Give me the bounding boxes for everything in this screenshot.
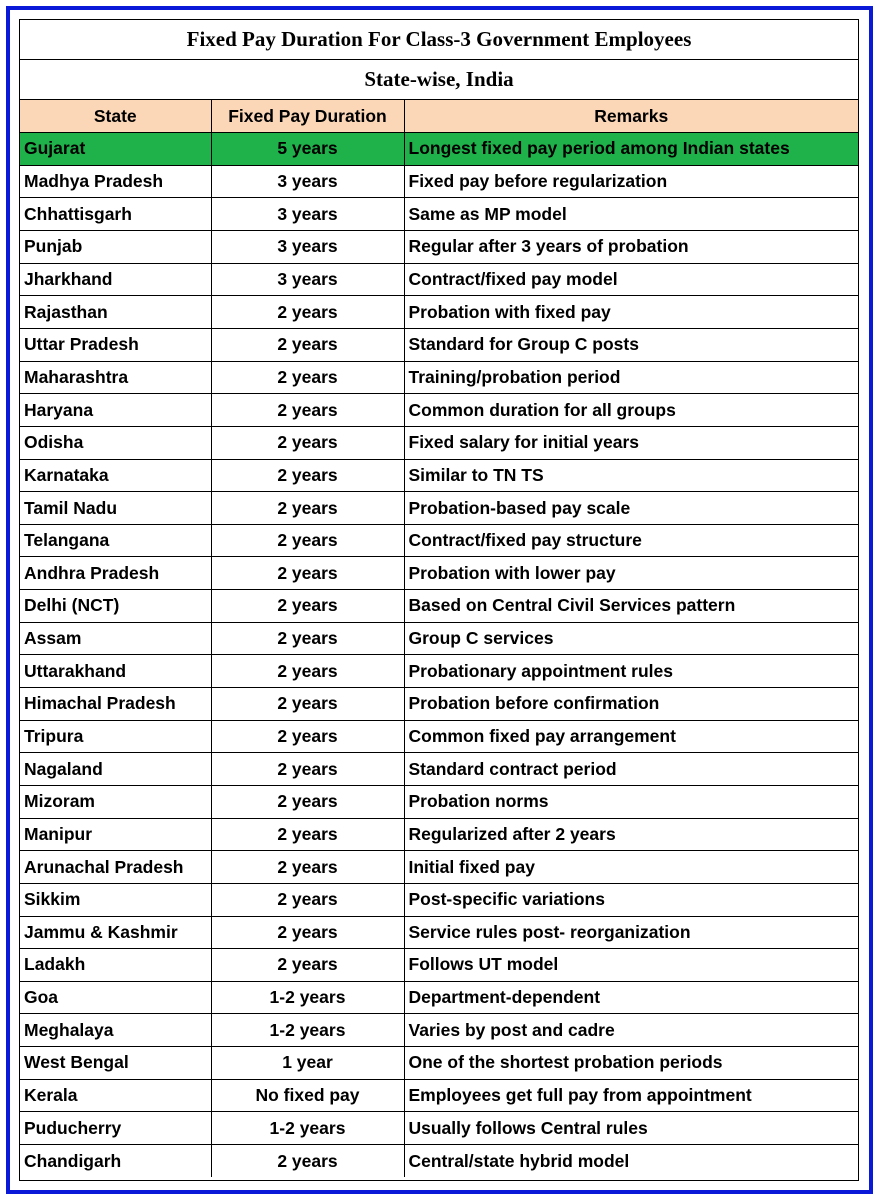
duration-cell: 2 years — [211, 655, 404, 688]
table-row — [20, 1079, 858, 1112]
table-row — [20, 883, 858, 916]
duration-cell: 2 years — [211, 394, 404, 427]
table-row — [20, 231, 858, 264]
table-row — [20, 198, 858, 231]
table-row — [20, 753, 858, 786]
state-cell: Gujarat — [20, 133, 211, 166]
table-row — [20, 394, 858, 427]
state-cell: Punjab — [20, 231, 211, 264]
state-cell: Maharashtra — [20, 361, 211, 394]
duration-cell: 2 years — [211, 459, 404, 492]
table-row — [20, 785, 858, 818]
table-row — [20, 851, 858, 884]
duration-cell: 2 years — [211, 1145, 404, 1178]
remarks-cell: Initial fixed pay — [404, 851, 858, 884]
remarks-cell: Standard contract period — [404, 753, 858, 786]
remarks-cell: Contract/fixed pay model — [404, 263, 858, 296]
state-cell: Ladakh — [20, 949, 211, 982]
remarks-cell: Group C services — [404, 622, 858, 655]
state-cell: Andhra Pradesh — [20, 557, 211, 590]
table-row — [20, 263, 858, 296]
remarks-cell: Service rules post- reorganization — [404, 916, 858, 949]
state-cell: Delhi (NCT) — [20, 590, 211, 623]
state-cell: Uttar Pradesh — [20, 328, 211, 361]
state-cell: Odisha — [20, 426, 211, 459]
duration-cell: 2 years — [211, 328, 404, 361]
pay-duration-sheet — [19, 19, 859, 1181]
remarks-cell: Post-specific variations — [404, 883, 858, 916]
remarks-cell: Contract/fixed pay structure — [404, 524, 858, 557]
table-header-row — [20, 100, 858, 133]
duration-cell: 2 years — [211, 883, 404, 916]
duration-cell: 2 years — [211, 590, 404, 623]
remarks-cell: Based on Central Civil Services pattern — [404, 590, 858, 623]
state-cell: Manipur — [20, 818, 211, 851]
duration-cell: 1-2 years — [211, 1014, 404, 1047]
duration-cell: 2 years — [211, 361, 404, 394]
duration-cell: 2 years — [211, 524, 404, 557]
duration-cell: 1-2 years — [211, 1112, 404, 1145]
state-cell: Meghalaya — [20, 1014, 211, 1047]
state-cell: Telangana — [20, 524, 211, 557]
state-cell: Rajasthan — [20, 296, 211, 329]
state-cell: Goa — [20, 981, 211, 1014]
duration-cell: 2 years — [211, 557, 404, 590]
table-row — [20, 1014, 858, 1047]
remarks-cell: Regularized after 2 years — [404, 818, 858, 851]
table-row — [20, 328, 858, 361]
table-row — [20, 1145, 858, 1178]
remarks-cell: Follows UT model — [404, 949, 858, 982]
remarks-cell: Usually follows Central rules — [404, 1112, 858, 1145]
state-cell: Jammu & Kashmir — [20, 916, 211, 949]
duration-cell: 3 years — [211, 165, 404, 198]
remarks-cell: Common duration for all groups — [404, 394, 858, 427]
state-cell: West Bengal — [20, 1047, 211, 1080]
table-row — [20, 361, 858, 394]
duration-cell: 2 years — [211, 688, 404, 721]
state-cell: Chandigarh — [20, 1145, 211, 1178]
state-cell: Mizoram — [20, 785, 211, 818]
state-cell: Arunachal Pradesh — [20, 851, 211, 884]
remarks-cell: Probation before confirmation — [404, 688, 858, 721]
duration-cell: 1-2 years — [211, 981, 404, 1014]
table-row — [20, 557, 858, 590]
duration-cell: 2 years — [211, 949, 404, 982]
table-row — [20, 818, 858, 851]
state-cell: Madhya Pradesh — [20, 165, 211, 198]
table-row — [20, 688, 858, 721]
table-row — [20, 949, 858, 982]
table-row — [20, 492, 858, 525]
table-row — [20, 524, 858, 557]
duration-cell: 2 years — [211, 916, 404, 949]
duration-cell: 2 years — [211, 622, 404, 655]
table-row — [20, 165, 858, 198]
duration-cell: 1 year — [211, 1047, 404, 1080]
table-row — [20, 426, 858, 459]
state-cell: Nagaland — [20, 753, 211, 786]
duration-cell: 2 years — [211, 753, 404, 786]
table-subtitle: State-wise, India — [20, 60, 858, 100]
duration-cell: 5 years — [211, 133, 404, 166]
state-cell: Himachal Pradesh — [20, 688, 211, 721]
column-header-duration: Fixed Pay Duration — [211, 100, 404, 133]
duration-cell: 2 years — [211, 785, 404, 818]
state-cell: Puducherry — [20, 1112, 211, 1145]
table-row — [20, 622, 858, 655]
remarks-cell: Fixed pay before regularization — [404, 165, 858, 198]
table-row — [20, 916, 858, 949]
state-cell: Chhattisgarh — [20, 198, 211, 231]
table-row — [20, 1112, 858, 1145]
remarks-cell: Common fixed pay arrangement — [404, 720, 858, 753]
duration-cell: 2 years — [211, 818, 404, 851]
state-cell: Kerala — [20, 1079, 211, 1112]
remarks-cell: Regular after 3 years of probation — [404, 231, 858, 264]
table-row — [20, 133, 858, 166]
remarks-cell: Probation-based pay scale — [404, 492, 858, 525]
duration-cell: 3 years — [211, 198, 404, 231]
remarks-cell: Probation with lower pay — [404, 557, 858, 590]
duration-cell: 2 years — [211, 296, 404, 329]
column-header-remarks: Remarks — [404, 100, 858, 133]
table-row — [20, 459, 858, 492]
remarks-cell: Similar to TN TS — [404, 459, 858, 492]
state-cell: Assam — [20, 622, 211, 655]
duration-cell: No fixed pay — [211, 1079, 404, 1112]
state-cell: Uttarakhand — [20, 655, 211, 688]
remarks-cell: Employees get full pay from appointment — [404, 1079, 858, 1112]
remarks-cell: Same as MP model — [404, 198, 858, 231]
duration-cell: 2 years — [211, 426, 404, 459]
remarks-cell: Probation norms — [404, 785, 858, 818]
remarks-cell: Probation with fixed pay — [404, 296, 858, 329]
state-cell: Jharkhand — [20, 263, 211, 296]
duration-cell: 2 years — [211, 720, 404, 753]
state-cell: Tamil Nadu — [20, 492, 211, 525]
remarks-cell: Fixed salary for initial years — [404, 426, 858, 459]
state-cell: Karnataka — [20, 459, 211, 492]
state-cell: Sikkim — [20, 883, 211, 916]
column-header-state: State — [20, 100, 211, 133]
table-row — [20, 590, 858, 623]
remarks-cell: Varies by post and cadre — [404, 1014, 858, 1047]
duration-cell: 3 years — [211, 263, 404, 296]
remarks-cell: Central/state hybrid model — [404, 1145, 858, 1178]
table-row — [20, 296, 858, 329]
table-row — [20, 655, 858, 688]
table-row — [20, 1047, 858, 1080]
remarks-cell: Longest fixed pay period among Indian states — [404, 133, 858, 166]
duration-cell: 2 years — [211, 851, 404, 884]
table-row — [20, 981, 858, 1014]
duration-cell: 2 years — [211, 492, 404, 525]
remarks-cell: Probationary appointment rules — [404, 655, 858, 688]
remarks-cell: One of the shortest probation periods — [404, 1047, 858, 1080]
remarks-cell: Department-dependent — [404, 981, 858, 1014]
table-row — [20, 720, 858, 753]
duration-cell: 3 years — [211, 231, 404, 264]
table-title: Fixed Pay Duration For Class-3 Government Employees — [20, 20, 858, 60]
remarks-cell: Standard for Group C posts — [404, 328, 858, 361]
pay-duration-table — [20, 100, 858, 1177]
remarks-cell: Training/probation period — [404, 361, 858, 394]
state-cell: Tripura — [20, 720, 211, 753]
state-cell: Haryana — [20, 394, 211, 427]
